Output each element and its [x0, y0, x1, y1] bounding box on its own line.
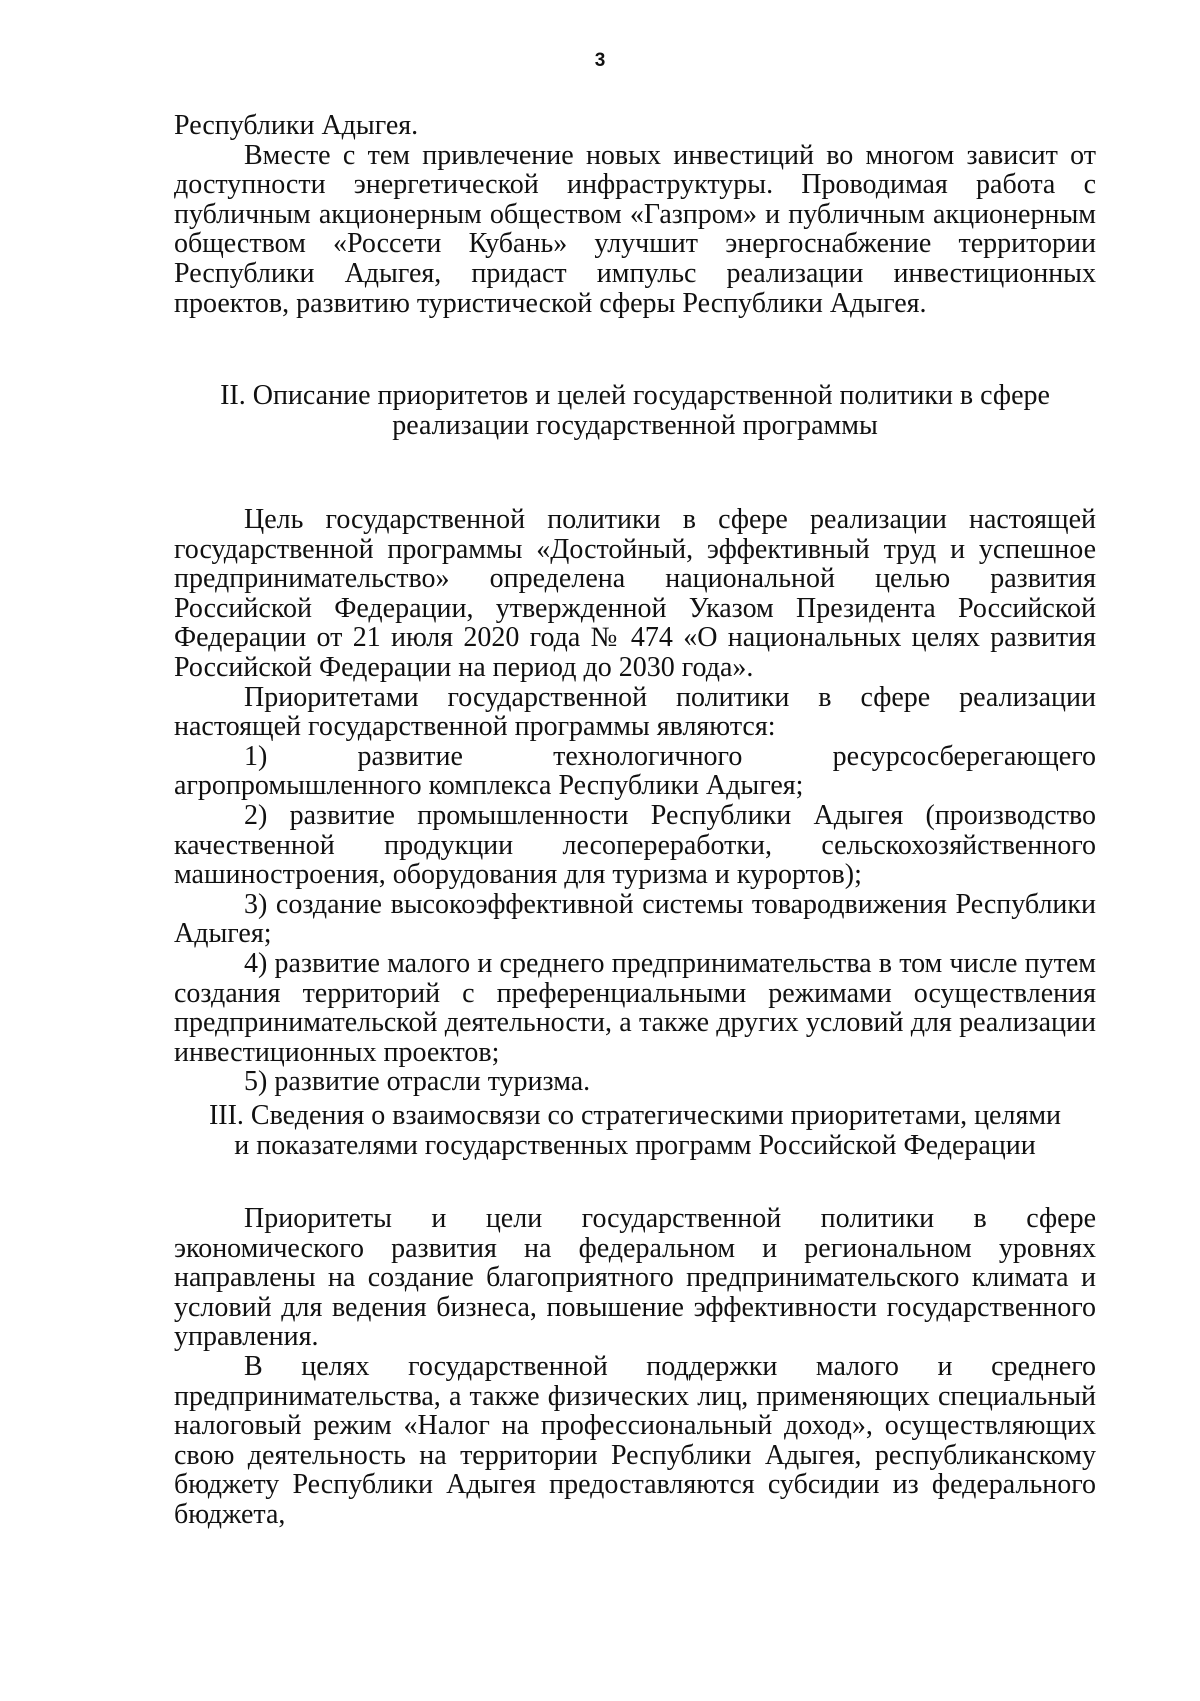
- section-heading-iii: [174, 1101, 1096, 1161]
- heading-line: реализации государственной программы: [392, 410, 878, 441]
- paragraph: Приоритеты и цели государственной политики в сфере экономического развития на федеральном и региональном уровнях направлены на создание благоприятного предпринимательского климата и условий для ведения бизнеса, повышение эффективности государственного управления.: [174, 1203, 1096, 1353]
- intro-text-block: [174, 111, 1096, 318]
- paragraph: В целях государственной поддержки малого и среднего предпринимательства, а также физических лиц, применяющих специальный налоговый режим «Налог на профессиональный доход», осуществляющих свою деятельность на территории Республики Адыгея, республиканскому бюджету Республики Адыгея предоставляются субсидии из федерального бюджета,: [174, 1350, 1096, 1530]
- paragraph: Цель государственной политики в сфере реализации настоящей государственной программы «Достойный, эффективный труд и успешное предпринимательство» определена национальной целью развития Российской Федерации, утвержденной Указом Президента Российской Федерации от 21 июля 2020 года № 474 «О национальных целях развития Российской Федерации на период до 2030 года».: [174, 504, 1096, 683]
- heading-line: III. Сведения о взаимосвязи со стратегическими приоритетами, целями: [208, 1100, 1062, 1131]
- list-item: 2) развитие промышленности Республики Адыгея (производство качественной продукции лесопереработки, сельскохозяйственного машиностроения, оборудования для туризма и курортов);: [174, 799, 1096, 891]
- list-item: 4) развитие малого и среднего предпринимательства в том числе путем создания территорий с преференциальными режимами осуществления предпринимательской деятельности, а также других условий для реализации инвестиционных проектов;: [174, 947, 1096, 1068]
- section-heading-ii: [174, 381, 1096, 441]
- paragraph-continuation: Республики Адыгея.: [174, 110, 419, 141]
- section-ii-text-block: [174, 505, 1096, 1097]
- list-item: 3) создание высокоэффективной системы товародвижения Республики Адыгея;: [174, 888, 1096, 950]
- section-iii-text-block: [174, 1204, 1096, 1530]
- heading-line: II. Описание приоритетов и целей государственной политики в сфере: [220, 380, 1050, 411]
- list-item: 1) развитие технологичного ресурсосберегающего агропромышленного комплекса Республики Адыгея;: [174, 740, 1096, 802]
- heading-line: и показателями государственных программ Российской Федерации: [234, 1130, 1036, 1161]
- page-number: 3: [594, 50, 606, 71]
- paragraph: Приоритетами государственной политики в сфере реализации настоящей государственной программы являются:: [174, 681, 1096, 743]
- paragraph: Вместе с тем привлечение новых инвестиций во многом зависит от доступности энергетической инфраструктуры. Проводимая работа с публичным акционерным обществом «Газпром» и публичным акционерным обществом «Россети Кубань» улучшит энергоснабжение территории Республики Адыгея, придаст импульс реализации инвестиционных проектов, развитию туристической сферы Республики Адыгея.: [174, 139, 1096, 319]
- list-item: 5) развитие отрасли туризма.: [244, 1066, 591, 1098]
